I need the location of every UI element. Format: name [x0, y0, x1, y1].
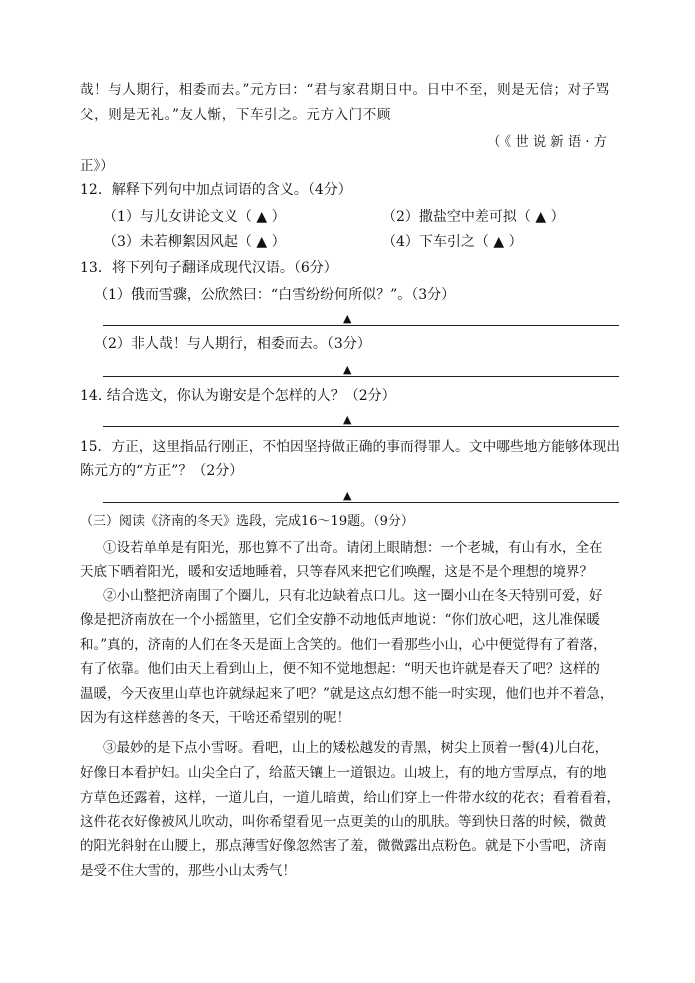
answer-line[interactable] — [103, 376, 619, 377]
answer-line[interactable] — [103, 502, 619, 503]
passage-line: ②小山整把济南围了个圈儿，只有北边缺着点口儿。这一圈小山在冬天特别可爱，好 — [103, 588, 603, 604]
passage-line: 温暖，今天夜里山草也许就绿起来了吧？”就是这点幻想不能一时实现，他们也并不着急， — [80, 686, 614, 702]
passage-line: 天底下晒着阳光，暖和安适地睡着，只等春风来把它们唤醒，这是不是个理想的境界？ — [80, 564, 593, 580]
answer-marker: ▲ — [343, 413, 352, 426]
passage-line: 是受不住大雪的，那些小山太秀气！ — [80, 863, 296, 879]
section-3-heading: （三）阅读《济南的冬天》选段，完成16～19题。（9分） — [80, 514, 414, 529]
question-13-sub: （2）非人哉！与人期行，相委而去。（3分） — [94, 336, 371, 352]
question-15-stem-cont: 陈元方的“方正”？（2分） — [80, 463, 244, 479]
answer-line[interactable] — [103, 325, 619, 326]
question-15-stem: 15．方正，这里指品行刚正，不怕因坚持做正确的事而得罪人。文中哪些地方能够体现出 — [80, 439, 620, 455]
passage-line: ①设若单单是有阳光，那也算不了出奇。请闭上眼睛想：一个老城，有山有水，全在 — [103, 540, 603, 556]
question-13-stem: 13．将下列句子翻译成现代汉语。（6分） — [80, 260, 338, 276]
passage-line: 的阳光斜射在山腰上，那点薄雪好像忽然害了羞，微微露出点粉色。就是下小雪吧，济南 — [80, 838, 607, 854]
classical-text-line: 哉！与人期行，相委而去。”元方曰：“君与家君期日中。日中不至，则是无信；对子骂 — [80, 82, 610, 98]
source-citation: （《世说新语·方 — [487, 134, 612, 150]
question-14-stem: 14. 结合选文，你认为谢安是个怎样的人？（2分） — [80, 388, 396, 404]
answer-marker: ▲ — [343, 312, 352, 325]
question-12-item: （3）未若柳絮因风起（ ▲ ） — [103, 234, 286, 250]
passage-line: 方草色还露着，这样，一道儿白，一道儿暗黄，给山们穿上一件带水纹的花衣；看着看着， — [80, 790, 620, 806]
source-citation-end: 正》） — [80, 158, 114, 174]
classical-text-line: 父，则是无礼。”友人惭，下车引之。元方入门不顾 — [80, 107, 391, 123]
question-13-sub: （1）俄而雪骤，公欣然曰：“白雪纷纷何所似？”。（3分） — [94, 287, 456, 303]
passage-line: ③最妙的是下点小雪呀。看吧，山上的矮松越发的青黑，树尖上顶着一髻(4)儿白花， — [103, 740, 609, 756]
passage-line: 因为有这样慈善的冬天，干啥还希望别的呢！ — [80, 710, 350, 726]
answer-marker: ▲ — [343, 489, 352, 502]
passage-line: 和。”真的，济南的人们在冬天是面上含笑的。他们一看那些小山，心中便觉得有了着落， — [80, 637, 607, 653]
question-12-stem: 12．解释下列句中加点词语的含义。（4分） — [80, 182, 352, 198]
passage-line: 好像日本看护妇。山尖全白了，给蓝天镶上一道银边。山坡上，有的地方雪厚点，有的地 — [80, 765, 607, 781]
question-12-item: （2）撒盐空中差可拟（ ▲ ） — [382, 209, 565, 225]
passage-line: 像是把济南放在一个小摇篮里，它们全安静不动地低声地说：“你们放心吧，这儿准保暖 — [80, 612, 600, 628]
answer-line[interactable] — [103, 426, 619, 427]
answer-marker: ▲ — [343, 363, 352, 376]
question-12-item: （4）下车引之（ ▲ ） — [382, 234, 523, 250]
question-12-item: （1）与儿女讲论文义（ ▲ ） — [103, 209, 286, 225]
passage-line: 有了依靠。他们由天上看到山上，便不知不觉地想起：“明天也许就是春天了吧？这样的 — [80, 661, 600, 677]
passage-line: 这件花衣好像被风儿吹动，叫你希望看见一点更美的山的肌肤。等到快日落的时候，微黄 — [80, 814, 607, 830]
